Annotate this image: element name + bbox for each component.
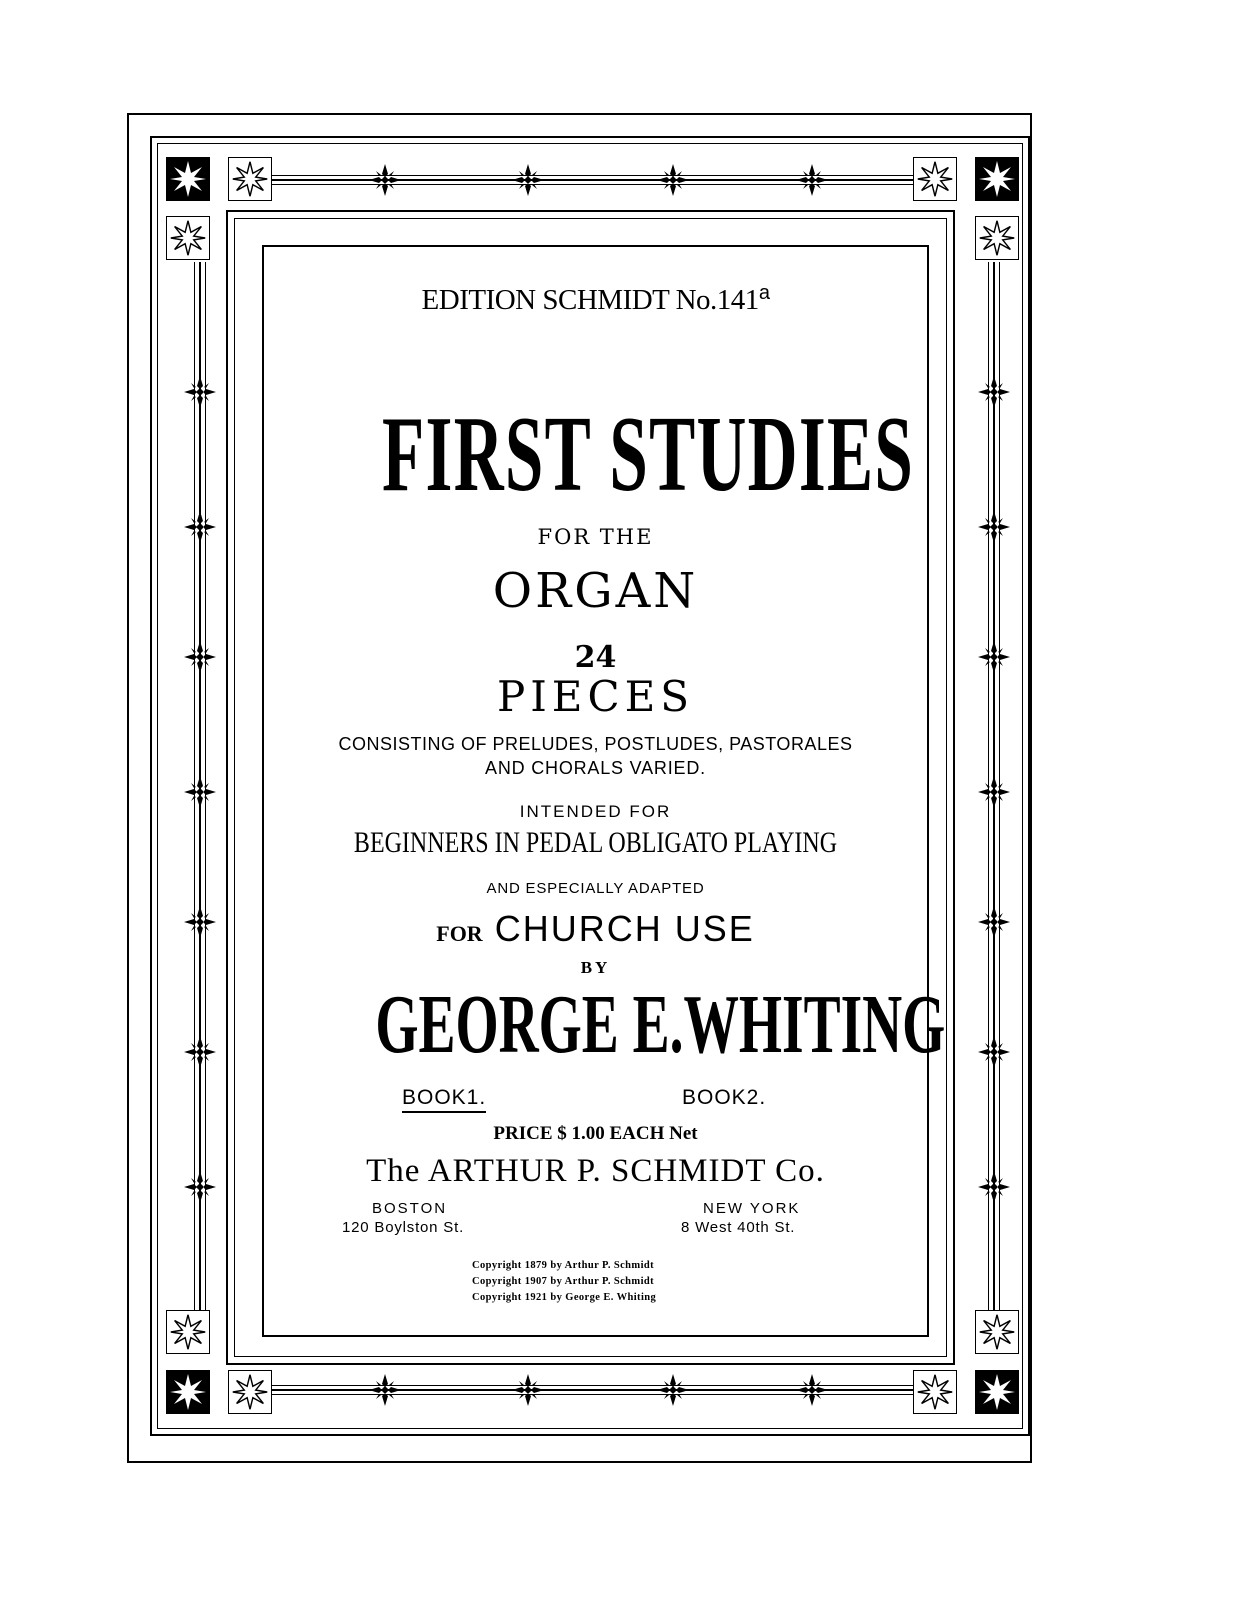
maltese-cross-ornament-icon xyxy=(977,1035,1011,1069)
pieces-count: 24 xyxy=(574,640,617,675)
snowflake-ornament-icon xyxy=(166,216,210,260)
maltese-cross-ornament-icon xyxy=(656,163,690,197)
church-use-text xyxy=(262,908,929,950)
for-the-text: FOR THE xyxy=(537,525,654,549)
maltese-cross-ornament-icon xyxy=(183,1170,217,1204)
book-1-label: BOOK1. xyxy=(402,1086,486,1113)
church-for-word: FOR xyxy=(436,921,483,946)
snowflake-ornament-icon xyxy=(975,216,1019,260)
edition-label: EDITION SCHMIDT No.141 xyxy=(421,284,759,316)
by-text: BY xyxy=(580,958,611,977)
maltese-cross-ornament-icon xyxy=(368,1373,402,1407)
maltese-cross-ornament-icon xyxy=(795,163,829,197)
contents-line-2: AND CHORALS VARIED. xyxy=(485,758,706,778)
maltese-cross-ornament-icon xyxy=(183,510,217,544)
corner-snowflake-ornament-icon xyxy=(975,157,1019,201)
maltese-cross-ornament-icon xyxy=(795,1373,829,1407)
maltese-cross-ornament-icon xyxy=(977,640,1011,674)
copyright-line: Copyright 1879 by Arthur P. Schmidt xyxy=(472,1260,655,1271)
instrument-title: ORGAN xyxy=(492,563,699,619)
maltese-cross-ornament-icon xyxy=(977,510,1011,544)
city-new-york: NEW YORK xyxy=(703,1200,801,1217)
snowflake-ornament-icon xyxy=(913,157,957,201)
maltese-cross-ornament-icon xyxy=(183,775,217,809)
adapted-text: AND ESPECIALLY ADAPTED xyxy=(486,880,705,897)
maltese-cross-ornament-icon xyxy=(977,375,1011,409)
price-text: PRICE $ 1.00 EACH Net xyxy=(493,1123,698,1144)
snowflake-ornament-icon xyxy=(166,1310,210,1354)
city-boston: BOSTON xyxy=(372,1200,448,1217)
audience-text: BEGINNERS IN PEDAL OBLIGATO PLAYING xyxy=(353,826,838,859)
book-2-label: BOOK2. xyxy=(682,1086,767,1109)
pieces-label: PIECES xyxy=(496,672,695,721)
maltese-cross-ornament-icon xyxy=(656,1373,690,1407)
edition-number xyxy=(262,282,929,317)
corner-snowflake-ornament-icon xyxy=(166,1370,210,1414)
maltese-cross-ornament-icon xyxy=(511,1373,545,1407)
maltese-cross-ornament-icon xyxy=(977,905,1011,939)
maltese-cross-ornament-icon xyxy=(183,640,217,674)
edition-suffix: a xyxy=(758,282,770,304)
page-title: FIRST STUDIES xyxy=(382,395,915,514)
address-boston: 120 Boylston St. xyxy=(342,1219,465,1236)
snowflake-ornament-icon xyxy=(228,157,272,201)
composer-name: GEORGE E.WHITING xyxy=(375,978,946,1071)
publisher-name: The ARTHUR P. SCHMIDT Co. xyxy=(366,1153,825,1189)
maltese-cross-ornament-icon xyxy=(977,1170,1011,1204)
corner-snowflake-ornament-icon xyxy=(975,1370,1019,1414)
maltese-cross-ornament-icon xyxy=(183,1035,217,1069)
copyright-line: Copyright 1921 by George E. Whiting xyxy=(472,1292,657,1303)
contents-line-1: CONSISTING OF PRELUDES, POSTLUDES, PASTORALES xyxy=(338,734,853,754)
maltese-cross-ornament-icon xyxy=(183,375,217,409)
corner-snowflake-ornament-icon xyxy=(166,157,210,201)
maltese-cross-ornament-icon xyxy=(511,163,545,197)
copyright-line: Copyright 1907 by Arthur P. Schmidt xyxy=(472,1276,655,1287)
snowflake-ornament-icon xyxy=(913,1370,957,1414)
maltese-cross-ornament-icon xyxy=(183,905,217,939)
maltese-cross-ornament-icon xyxy=(368,163,402,197)
church-use-words: CHURCH USE xyxy=(494,908,755,949)
snowflake-ornament-icon xyxy=(228,1370,272,1414)
address-new-york: 8 West 40th St. xyxy=(681,1219,796,1236)
intended-for-text: INTENDED FOR xyxy=(519,802,672,821)
maltese-cross-ornament-icon xyxy=(977,775,1011,809)
snowflake-ornament-icon xyxy=(975,1310,1019,1354)
